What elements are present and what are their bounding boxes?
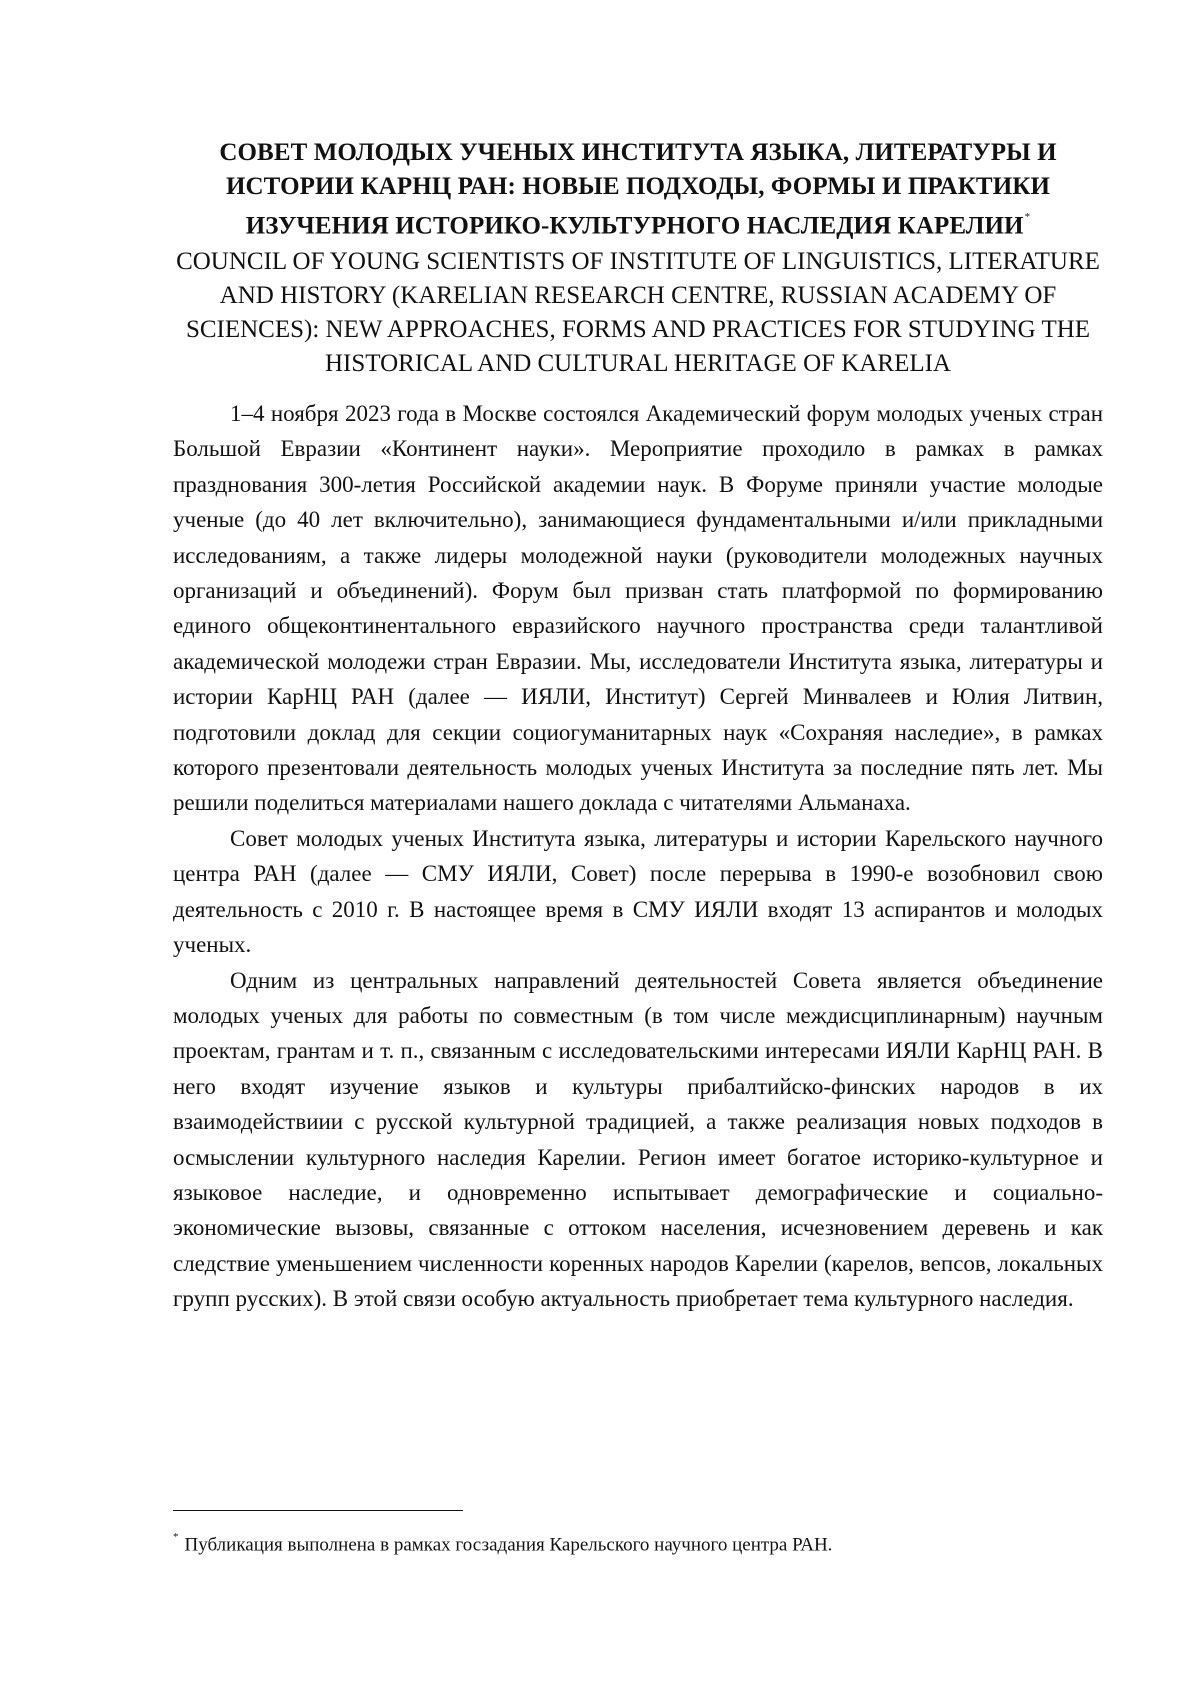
paragraph-1: 1–4 ноября 2023 года в Москве состоялся Академический форум молодых ученых стран Большой Евразии «Континент науки». Мероприятие проходило в рамках в рамках празднования 300-летия Российской академии наук. В Форуме приняли участие молодые ученые (до 40 лет включительно), занимающиеся фундаментальными и/или прикладными исследованиям, а также лидеры молодежной науки (руководители молодежных научных организаций и объединений). Форум был призван стать платформой по формированию единого общеконтинентального евразийского научного пространства среди талантливой академической молодежи стран Евразии. Мы, исследователи Института языка, литературы и истории КарНЦ РАН (далее — ИЯЛИ, Институт) Сергей Минвалеев и Юлия Литвин, подготовили доклад для секции социогуманитарных наук «Сохраняя наследие», в рамках которого презентовали деятельность молодых ученых Института за последние пять лет. Мы решили поделиться материалами нашего доклада с читателями Альманаха. (173, 401, 1103, 816)
footnote (173, 1528, 1103, 1557)
title-footnote-mark: * (1024, 211, 1031, 223)
article-body (173, 396, 1103, 1317)
title-russian-text: СОВЕТ МОЛОДЫХ УЧЕНЫХ ИНСТИТУТА ЯЗЫКА, ЛИТЕРАТУРЫ И ИСТОРИИ КАРНЦ РАН: НОВЫЕ ПОДХОДЫ, ФОРМЫ И ПРАКТИКИ ИЗУЧЕНИЯ ИСТОРИКО-КУЛЬТУРНОГО НАСЛЕДИЯ КАРЕЛИИ (219, 139, 1057, 240)
title-russian (173, 136, 1103, 243)
footnote-mark: * (173, 1531, 179, 1543)
footnote-text: Публикация выполнена в рамках госзадания Карельского научного центра РАН. (184, 1534, 833, 1556)
paragraph-3: Одним из центральных направлений деятельностей Совета является объединение молодых ученых для работы по совместным (в том числе междисциплинарным) научным проектам, грантам и т. п., связанным с исследовательскими интересами ИЯЛИ КарНЦ РАН. В него входят изучение языков и культуры прибалтийско-финских народов в их взаимодействиии с русской культурной традицией, а также реализация новых подходов в осмыслении культурного наследия Карелии. Регион имеет богатое историко-культурное и языковое наследие, и одновременно испытывает демографические и социально-экономические вызовы, связанные с оттоком населения, исчезновением деревень и как следствие уменьшением численности коренных народов Карелии (карелов, вепсов, локальных групп русских). В этой связи особую актуальность приобретает тема культурного наследия. (173, 967, 1103, 1312)
paragraph-2: Совет молодых ученых Института языка, литературы и истории Карельского научного центра РАН (далее — СМУ ИЯЛИ, Совет) после перерыва в 1990-е возобновил свою деятельность с 2010 г. В настоящее время в СМУ ИЯЛИ входят 13 аспирантов и молодых ученых. (173, 825, 1103, 958)
footnote-separator (173, 1510, 463, 1511)
title-english: COUNCIL OF YOUNG SCIENTISTS OF INSTITUTE OF LINGUISTICS, LITERATURE AND HISTORY (KARELIAN RESEARCH CENTRE, RUSSIAN ACADEMY OF SCIENCES): NEW APPROACHES, FORMS AND PRACTICES FOR STUDYING THE HISTORICAL AND CULTURAL HERITAGE OF KARELIA (176, 248, 1100, 377)
